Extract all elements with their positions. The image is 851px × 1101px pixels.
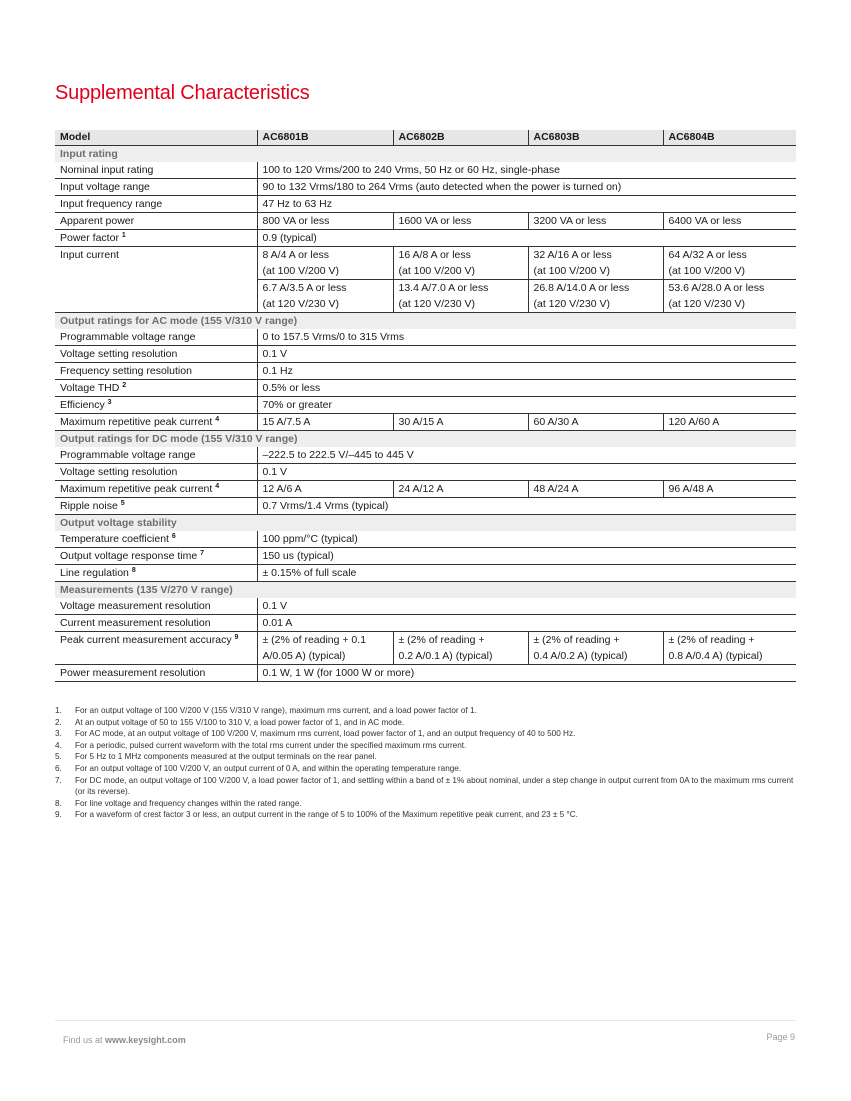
section-measurements	[55, 582, 796, 599]
cell-ac6801b: 8 A/4 A or less (at 100 V/200 V)	[257, 247, 393, 280]
table-row	[55, 598, 796, 615]
row-label: Nominal input rating	[55, 162, 257, 179]
table-row	[55, 329, 796, 346]
footnote: 1. For an output voltage of 100 V/200 V (155 V/310 V range), maximum rms current, and a load power factor of 1.	[55, 706, 477, 715]
row-value: 0.7 Vrms/1.4 Vrms (typical)	[257, 498, 796, 515]
header-ac6802b: AC6802B	[393, 130, 528, 146]
row-label: Programmable voltage range	[55, 329, 257, 346]
table-row	[55, 196, 796, 213]
footnote: 4. For a periodic, pulsed current waveform with the total rms current under the specified maximum rms current.	[55, 740, 467, 750]
footnote: 9. For a waveform of crest factor 3 or less, an output current in the range of 5 to 100% of the Maximum repetitive peak current, and 23 ± 5 °C.	[55, 810, 578, 820]
cell-ac6804b: 53.6 A/28.0 A or less (at 120 V/230 V)	[663, 280, 796, 313]
cell-ac6802b: 24 A/12 A	[393, 481, 528, 498]
cell-ac6802b: 30 A/15 A	[393, 414, 528, 431]
table-row	[55, 179, 796, 196]
cell-ac6804b: 64 A/32 A or less (at 100 V/200 V)	[663, 247, 796, 280]
table-row	[55, 565, 796, 582]
footnote-ref: 8	[131, 567, 136, 574]
table-row	[55, 632, 796, 665]
cell-ac6803b: ± (2% of reading + 0.4 A/0.2 A) (typical)	[528, 632, 663, 665]
header-ac6804b: AC6804B	[663, 130, 796, 146]
row-label: Power factor $^1$	[55, 230, 257, 247]
row-value: 0.9 (typical)	[257, 230, 796, 247]
row-label: Temperature coefficient $^6$	[55, 531, 257, 548]
table-row	[55, 447, 796, 464]
table-row	[55, 247, 796, 280]
cell-ac6803b: 32 A/16 A or less (at 100 V/200 V)	[528, 247, 663, 280]
table-row	[55, 363, 796, 380]
row-value: 0.1 V	[257, 464, 796, 481]
footnote-ref: 1	[121, 232, 126, 239]
row-value: 100 ppm/°C (typical)	[257, 531, 796, 548]
header-model: Model	[55, 130, 257, 146]
row-label: Programmable voltage range	[55, 447, 257, 464]
cell-ac6804b: 96 A/48 A	[663, 481, 796, 498]
row-value: 150 us (typical)	[257, 548, 796, 565]
footnote-ref: 3	[107, 399, 112, 406]
table-row	[55, 498, 796, 515]
row-value: 0.5% or less	[257, 380, 796, 397]
website-link[interactable]: www.keysight.com	[105, 1035, 186, 1045]
table-row	[55, 531, 796, 548]
footnote-ref: 4	[215, 483, 220, 490]
cell-ac6802b: 16 A/8 A or less (at 100 V/200 V)	[393, 247, 528, 280]
table-row	[55, 665, 796, 682]
row-value: 90 to 132 Vrms/180 to 264 Vrms (auto detected when the power is turned on)	[257, 179, 796, 196]
table-row	[55, 481, 796, 498]
cell-ac6802b: ± (2% of reading + 0.2 A/0.1 A) (typical)	[393, 632, 528, 665]
section-title: Output ratings for AC mode (155 V/310 V range)	[55, 313, 796, 330]
footnote: 3. For AC mode, at an output voltage of 100 V/200 V, maximum rms current, load power factor of 1, and an output frequency of 40 to 500 Hz.	[55, 729, 576, 739]
table-header-row	[55, 130, 796, 146]
row-value: 0.1 Hz	[257, 363, 796, 380]
footnote: 5. For 5 Hz to 1 MHz components measured at the output terminals on the rear panel.	[55, 752, 377, 762]
footnote: 7. For DC mode, an output voltage of 100 V/200 V, a load power factor of 1, and settling within a band of ± 1% about nominal, under a step change in output current from 0A to the maximum rms current (or its reverse).	[55, 775, 794, 797]
row-label: Line regulation $^8$	[55, 565, 257, 582]
footnote-ref: 4	[215, 416, 220, 423]
section-title: Output ratings for DC mode (155 V/310 V range)	[55, 431, 796, 448]
row-label: Efficiency $^3$	[55, 397, 257, 414]
row-label: Input frequency range	[55, 196, 257, 213]
section-dc-output	[55, 431, 796, 448]
cell-ac6803b: 3200 VA or less	[528, 213, 663, 230]
row-label: Frequency setting resolution	[55, 363, 257, 380]
section-title: Output voltage stability	[55, 515, 796, 532]
table-row	[55, 213, 796, 230]
row-value: –222.5 to 222.5 V/–445 to 445 V	[257, 447, 796, 464]
cell-ac6802b: 1600 VA or less	[393, 213, 528, 230]
row-label: Apparent power	[55, 213, 257, 230]
row-label: Power measurement resolution	[55, 665, 257, 682]
row-value: 70% or greater	[257, 397, 796, 414]
page-number: Page 9	[766, 1032, 795, 1042]
section-input-rating	[55, 146, 796, 163]
cell-ac6801b: 800 VA or less	[257, 213, 393, 230]
section-ac-output	[55, 313, 796, 330]
row-label: Maximum repetitive peak current $^4$	[55, 481, 257, 498]
footnote: 8. For line voltage and frequency changes within the rated range.	[55, 798, 302, 808]
footer-text: Find us at www.keysight.com	[63, 1035, 186, 1045]
cell-ac6803b: 48 A/24 A	[528, 481, 663, 498]
row-label: Input current	[55, 247, 257, 313]
row-label: Voltage setting resolution	[55, 464, 257, 481]
row-label: Maximum repetitive peak current $^4$	[55, 414, 257, 431]
supplemental-characteristics-table	[55, 130, 796, 682]
row-label: Input voltage range	[55, 179, 257, 196]
cell-ac6801b: 6.7 A/3.5 A or less (at 120 V/230 V)	[257, 280, 393, 313]
cell-ac6803b: 60 A/30 A	[528, 414, 663, 431]
row-value: 100 to 120 Vrms/200 to 240 Vrms, 50 Hz or 60 Hz, single-phase	[257, 162, 796, 179]
cell-ac6802b: 13.4 A/7.0 A or less (at 120 V/230 V)	[393, 280, 528, 313]
cell-ac6801b: ± (2% of reading + 0.1 A/0.05 A) (typical)	[257, 632, 393, 665]
table-row	[55, 615, 796, 632]
cell-ac6804b: 120 A/60 A	[663, 414, 796, 431]
table-row	[55, 414, 796, 431]
row-label: Voltage THD $^2$	[55, 380, 257, 397]
footnote: 2. At an output voltage of 50 to 155 V/100 to 310 V, a load power factor of 1, and in AC mode.	[55, 717, 405, 727]
footnote-ref: 9	[234, 634, 239, 641]
cell-ac6804b: 6400 VA or less	[663, 213, 796, 230]
row-value: 0.1 V	[257, 598, 796, 615]
table-row	[55, 162, 796, 179]
table-row	[55, 380, 796, 397]
footer-divider	[55, 1020, 796, 1021]
table-row	[55, 548, 796, 565]
cell-ac6804b: ± (2% of reading + 0.8 A/0.4 A) (typical)	[663, 632, 796, 665]
row-value: 0.1 V	[257, 346, 796, 363]
row-value: 0.1 W, 1 W (for 1000 W or more)	[257, 665, 796, 682]
row-label: Voltage measurement resolution	[55, 598, 257, 615]
row-value: 47 Hz to 63 Hz	[257, 196, 796, 213]
footnote-ref: 7	[200, 550, 204, 557]
table-row	[55, 230, 796, 247]
row-label: Output voltage response time $^7$	[55, 548, 257, 565]
section-title: Measurements (135 V/270 V range)	[55, 582, 796, 599]
row-value: ± 0.15% of full scale	[257, 565, 796, 582]
cell-ac6803b: 26.8 A/14.0 A or less (at 120 V/230 V)	[528, 280, 663, 313]
footnotes	[55, 705, 796, 821]
cell-ac6801b: 15 A/7.5 A	[257, 414, 393, 431]
footnote: 6. For an output voltage of 100 V/200 V, an output current of 0 A, and within the operating temperature range.	[55, 763, 462, 773]
header-ac6801b: AC6801B	[257, 130, 393, 146]
row-value: 0.01 A	[257, 615, 796, 632]
footnote-ref: 6	[171, 533, 176, 540]
table-row	[55, 397, 796, 414]
footnote-ref: 5	[120, 500, 125, 507]
table-row	[55, 346, 796, 363]
row-label: Peak current measurement accuracy $^9$	[55, 632, 257, 665]
row-label: Voltage setting resolution	[55, 346, 257, 363]
cell-ac6801b: 12 A/6 A	[257, 481, 393, 498]
row-value: 0 to 157.5 Vrms/0 to 315 Vrms	[257, 329, 796, 346]
page-title: Supplemental Characteristics	[55, 82, 310, 104]
footnote-ref: 2	[122, 382, 127, 389]
table-row	[55, 464, 796, 481]
header-ac6803b: AC6803B	[528, 130, 663, 146]
section-title: Input rating	[55, 146, 796, 163]
row-label: Ripple noise $^5$	[55, 498, 257, 515]
row-label: Current measurement resolution	[55, 615, 257, 632]
section-stability	[55, 515, 796, 532]
